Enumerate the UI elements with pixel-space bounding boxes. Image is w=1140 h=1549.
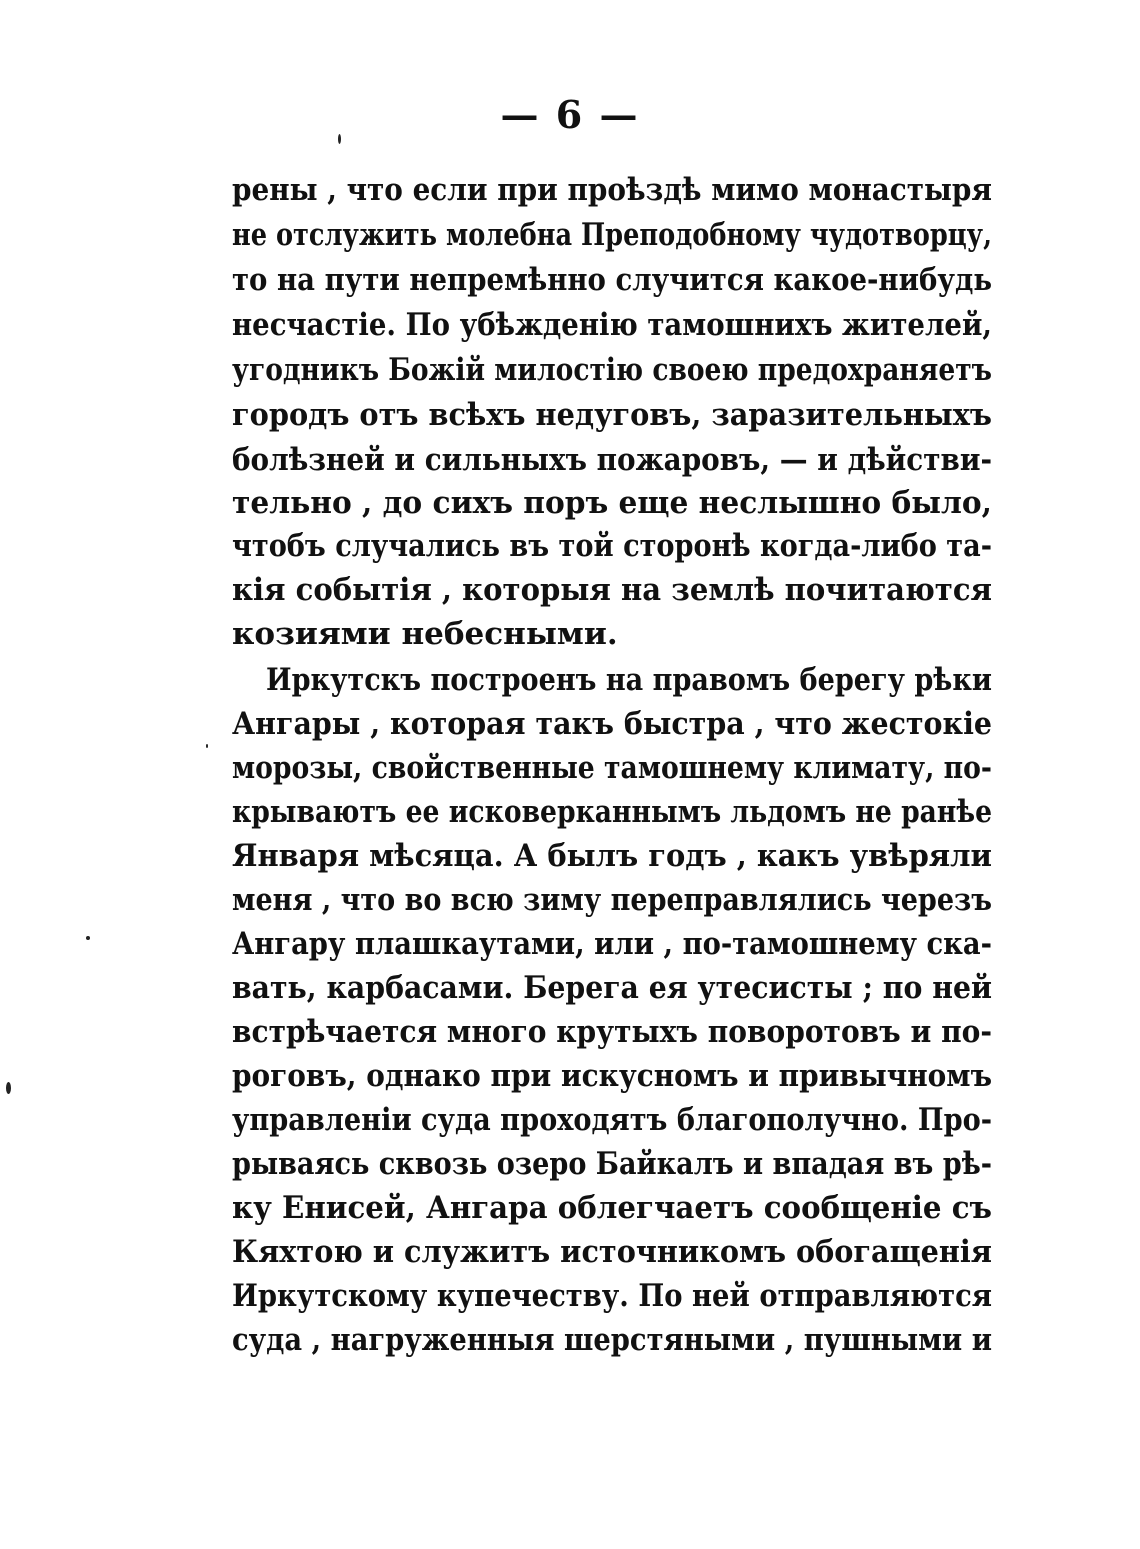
text-line: встрѣчается много крутыхъ поворотовъ и по-: [232, 1014, 992, 1050]
scan-speck: [338, 134, 341, 144]
text-line: роговъ, однако при искусномъ и привычномъ: [232, 1058, 992, 1094]
text-line: рываясь сквозь озеро Байкалъ и впадая въ рѣ-: [232, 1146, 992, 1182]
page-number: — 6 —: [500, 92, 640, 137]
text-line: Ангары , которая такъ быстра , что жестокіе: [232, 706, 992, 742]
text-line: кія событія , которыя на землѣ почитаются: [232, 572, 992, 608]
text-line: управленіи суда проходятъ благополучно. Про-: [232, 1102, 992, 1138]
text-line: Иркутскъ построенъ на правомъ берегу рѣки: [266, 662, 992, 698]
text-line: козиями небесными.: [232, 616, 618, 652]
text-line: морозы, свойственные тамошнему климату, по-: [232, 750, 992, 786]
scan-speck: [86, 936, 90, 940]
text-line: Иркутскому купечеству. По ней отправляются: [232, 1278, 992, 1314]
text-line: Кяхтою и служитъ источникомъ обогащенія: [232, 1234, 992, 1270]
scan-speck: [206, 744, 208, 748]
text-line: городъ отъ всѣхъ недуговъ, заразительныхъ: [232, 397, 992, 433]
text-line: крываютъ ее исковерканнымъ льдомъ не ранѣе: [232, 794, 992, 830]
scan-speck: [6, 1082, 11, 1094]
text-line: Ангару плашкаутами, или , по-тамошнему ска-: [232, 926, 992, 962]
text-line: то на пути непремѣнно случится какое-нибудь: [232, 262, 992, 298]
text-line: не отслужить молебна Преподобному чудотворцу,: [232, 217, 992, 253]
text-line: вать, карбасами. Берега ея утесисты ; по ней: [232, 970, 992, 1006]
text-line: несчастіе. По убѣжденію тамошнихъ жителей,: [232, 307, 992, 343]
text-line: рены , что если при проѣздѣ мимо монастыря: [232, 172, 992, 208]
text-line: меня , что во всю зиму переправлялись черезъ: [232, 882, 992, 918]
text-line: суда , нагруженныя шерстяными , пушными и: [232, 1322, 992, 1358]
text-line: ку Енисей, Ангара облегчаетъ сообщеніе съ: [232, 1190, 992, 1226]
text-line: тельно , до сихъ поръ еще неслышно было,: [232, 485, 992, 521]
text-line: болѣзней и сильныхъ пожаровъ, — и дѣйстви-: [232, 442, 992, 478]
text-line: чтобъ случались въ той сторонѣ когда-либо та-: [232, 528, 992, 564]
text-line: Января мѣсяца. А былъ годъ , какъ увѣряли: [232, 838, 992, 874]
text-line: угодникъ Божій милостію своею предохраняетъ: [232, 352, 992, 388]
